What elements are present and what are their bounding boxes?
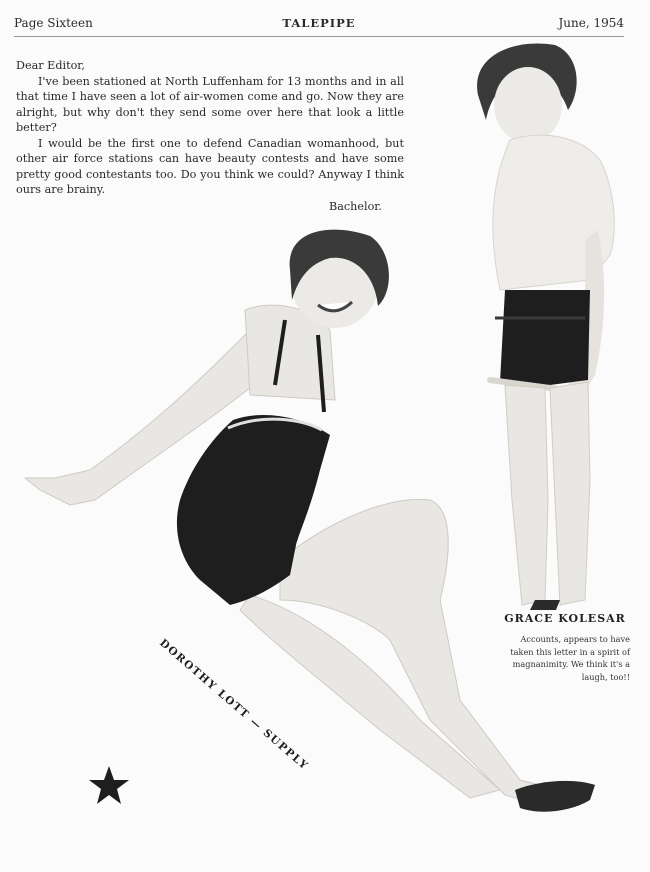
caption-dorothy-lott: DOROTHY LOTT — SUPPLY (157, 637, 311, 773)
page-number: Page Sixteen (14, 16, 93, 30)
letter-signature: Bachelor. (329, 199, 382, 213)
letter-paragraph: I would be the first one to defend Canadian womanhood, but other air force stations can have beauty contests and have some pretty good contestants too. Do you think we could? Anyway I think ours are brainy. (16, 136, 404, 196)
star-icon (88, 765, 130, 805)
caption-grace-kolesar-name: GRACE KOLESAR (504, 612, 626, 625)
caption-grace-kolesar-text: Accounts, appears to have taken this letter in a spirit of magnanimity. We think it's a laugh, too!! (510, 634, 630, 682)
letter-paragraph: I've been stationed at North Luffenham for 13 months and in all that time I have seen a lot of air-women come and go. Now they are alright, but why don't they send some over here that look a little better? (16, 74, 404, 134)
issue-date: June, 1954 (558, 16, 624, 30)
publication-title: TALEPIPE (282, 16, 356, 30)
letter-salutation: Dear Editor, (16, 59, 85, 72)
